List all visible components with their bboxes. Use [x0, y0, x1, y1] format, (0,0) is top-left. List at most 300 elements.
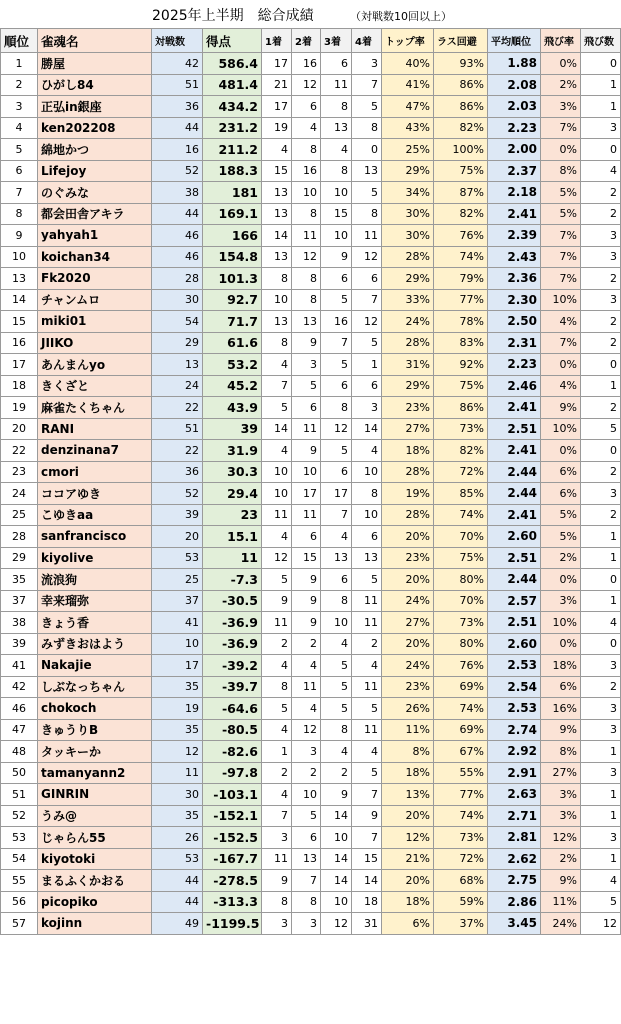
cell-score: -30.5: [203, 590, 262, 612]
cell-name: タッキーか: [38, 741, 152, 763]
cell-top-rate: 20%: [382, 805, 434, 827]
cell-bust-count: 1: [581, 741, 621, 763]
cell-first: 5: [262, 698, 292, 720]
cell-second: 8: [292, 289, 321, 311]
cell-third: 8: [321, 397, 352, 419]
cell-bust-rate: 7%: [541, 268, 581, 290]
cell-rank: 55: [1, 870, 38, 892]
cell-top-rate: 24%: [382, 590, 434, 612]
cell-score: -103.1: [203, 784, 262, 806]
cell-last-avoid: 85%: [434, 483, 488, 505]
cell-name: こゆきaa: [38, 504, 152, 526]
cell-avg-place: 2.92: [488, 741, 541, 763]
cell-bust-rate: 0%: [541, 139, 581, 161]
table-row: [1, 848, 621, 870]
cell-first: 8: [262, 332, 292, 354]
cell-fourth: 4: [352, 655, 382, 677]
table-row: [1, 246, 621, 268]
cell-top-rate: 27%: [382, 612, 434, 634]
cell-bust-count: 1: [581, 590, 621, 612]
cell-name: 勝屋: [38, 53, 152, 75]
cell-bust-rate: 4%: [541, 311, 581, 333]
table-row: [1, 289, 621, 311]
cell-first: 3: [262, 827, 292, 849]
table-row: [1, 741, 621, 763]
cell-third: 2: [321, 762, 352, 784]
cell-avg-place: 2.41: [488, 397, 541, 419]
cell-third: 9: [321, 246, 352, 268]
cell-avg-place: 2.51: [488, 418, 541, 440]
cell-top-rate: 8%: [382, 741, 434, 763]
cell-last-avoid: 75%: [434, 160, 488, 182]
cell-first: 11: [262, 848, 292, 870]
header-last-avoid: ラス回避: [434, 29, 488, 53]
cell-name: cmori: [38, 461, 152, 483]
cell-fourth: 5: [352, 96, 382, 118]
cell-fourth: 8: [352, 203, 382, 225]
cell-bust-rate: 7%: [541, 332, 581, 354]
cell-second: 8: [292, 203, 321, 225]
cell-bust-rate: 27%: [541, 762, 581, 784]
cell-top-rate: 23%: [382, 547, 434, 569]
cell-games: 44: [152, 203, 203, 225]
cell-last-avoid: 73%: [434, 612, 488, 634]
cell-second: 9: [292, 569, 321, 591]
cell-bust-count: 3: [581, 827, 621, 849]
cell-games: 16: [152, 139, 203, 161]
cell-name: きゅうりB: [38, 719, 152, 741]
cell-fourth: 5: [352, 182, 382, 204]
cell-second: 8: [292, 268, 321, 290]
cell-top-rate: 29%: [382, 375, 434, 397]
cell-bust-count: 0: [581, 139, 621, 161]
cell-second: 13: [292, 848, 321, 870]
cell-name: miki01: [38, 311, 152, 333]
cell-second: 7: [292, 870, 321, 892]
cell-bust-rate: 5%: [541, 182, 581, 204]
cell-name: Lifejoy: [38, 160, 152, 182]
cell-bust-rate: 5%: [541, 526, 581, 548]
cell-games: 29: [152, 332, 203, 354]
cell-avg-place: 2.50: [488, 311, 541, 333]
cell-score: 61.6: [203, 332, 262, 354]
cell-bust-rate: 10%: [541, 612, 581, 634]
cell-avg-place: 2.44: [488, 461, 541, 483]
cell-fourth: 10: [352, 504, 382, 526]
cell-fourth: 7: [352, 784, 382, 806]
cell-name: Fk2020: [38, 268, 152, 290]
cell-first: 14: [262, 418, 292, 440]
cell-score: 188.3: [203, 160, 262, 182]
cell-rank: 56: [1, 891, 38, 913]
cell-rank: 53: [1, 827, 38, 849]
cell-games: 12: [152, 741, 203, 763]
cell-rank: 14: [1, 289, 38, 311]
cell-third: 10: [321, 891, 352, 913]
cell-rank: 52: [1, 805, 38, 827]
cell-avg-place: 2.41: [488, 440, 541, 462]
cell-name: きくざと: [38, 375, 152, 397]
cell-bust-rate: 9%: [541, 719, 581, 741]
cell-bust-rate: 10%: [541, 418, 581, 440]
table-row: [1, 332, 621, 354]
cell-avg-place: 2.63: [488, 784, 541, 806]
cell-score: 45.2: [203, 375, 262, 397]
table-row: [1, 784, 621, 806]
cell-second: 12: [292, 246, 321, 268]
cell-fourth: 4: [352, 440, 382, 462]
cell-first: 9: [262, 590, 292, 612]
cell-second: 11: [292, 225, 321, 247]
cell-bust-count: 12: [581, 913, 621, 935]
cell-avg-place: 2.57: [488, 590, 541, 612]
cell-rank: 29: [1, 547, 38, 569]
cell-bust-count: 2: [581, 203, 621, 225]
cell-games: 10: [152, 633, 203, 655]
cell-avg-place: 2.71: [488, 805, 541, 827]
cell-fourth: 2: [352, 633, 382, 655]
cell-second: 16: [292, 160, 321, 182]
cell-last-avoid: 69%: [434, 719, 488, 741]
cell-rank: 24: [1, 483, 38, 505]
cell-games: 17: [152, 655, 203, 677]
cell-bust-count: 3: [581, 246, 621, 268]
cell-games: 44: [152, 117, 203, 139]
cell-bust-rate: 8%: [541, 160, 581, 182]
cell-name: JIIKO: [38, 332, 152, 354]
cell-top-rate: 30%: [382, 225, 434, 247]
table-row: [1, 96, 621, 118]
cell-score: 43.9: [203, 397, 262, 419]
cell-score: 29.4: [203, 483, 262, 505]
cell-bust-count: 1: [581, 784, 621, 806]
cell-last-avoid: 75%: [434, 547, 488, 569]
table-row: [1, 160, 621, 182]
table-row: [1, 612, 621, 634]
cell-second: 12: [292, 74, 321, 96]
cell-score: 71.7: [203, 311, 262, 333]
cell-games: 41: [152, 612, 203, 634]
cell-name: sanfrancisco: [38, 526, 152, 548]
cell-first: 8: [262, 676, 292, 698]
cell-name: denzinana7: [38, 440, 152, 462]
cell-avg-place: 2.75: [488, 870, 541, 892]
cell-name: chokoch: [38, 698, 152, 720]
table-row: [1, 655, 621, 677]
cell-third: 5: [321, 676, 352, 698]
cell-name: チャンムロ: [38, 289, 152, 311]
cell-name: GINRIN: [38, 784, 152, 806]
cell-games: 44: [152, 891, 203, 913]
cell-third: 14: [321, 848, 352, 870]
cell-top-rate: 18%: [382, 762, 434, 784]
cell-second: 8: [292, 891, 321, 913]
cell-rank: 18: [1, 375, 38, 397]
cell-avg-place: 2.51: [488, 547, 541, 569]
cell-fourth: 6: [352, 375, 382, 397]
cell-top-rate: 20%: [382, 526, 434, 548]
cell-top-rate: 31%: [382, 354, 434, 376]
cell-third: 8: [321, 96, 352, 118]
cell-games: 20: [152, 526, 203, 548]
cell-first: 5: [262, 569, 292, 591]
cell-games: 39: [152, 504, 203, 526]
cell-bust-rate: 5%: [541, 203, 581, 225]
cell-games: 19: [152, 698, 203, 720]
cell-avg-place: 2.53: [488, 698, 541, 720]
cell-bust-rate: 18%: [541, 655, 581, 677]
cell-avg-place: 2.91: [488, 762, 541, 784]
cell-third: 10: [321, 612, 352, 634]
cell-bust-rate: 6%: [541, 676, 581, 698]
cell-first: 4: [262, 354, 292, 376]
header-third: 3着: [321, 29, 352, 53]
cell-score: -7.3: [203, 569, 262, 591]
cell-rank: 41: [1, 655, 38, 677]
cell-last-avoid: 73%: [434, 418, 488, 440]
cell-bust-count: 2: [581, 504, 621, 526]
header-games: 対戦数: [152, 29, 203, 53]
cell-games: 52: [152, 483, 203, 505]
cell-last-avoid: 86%: [434, 74, 488, 96]
cell-games: 36: [152, 461, 203, 483]
cell-fourth: 31: [352, 913, 382, 935]
cell-score: 211.2: [203, 139, 262, 161]
table-row: [1, 461, 621, 483]
cell-fourth: 15: [352, 848, 382, 870]
cell-name: 綿地かつ: [38, 139, 152, 161]
cell-score: 92.7: [203, 289, 262, 311]
cell-bust-rate: 8%: [541, 741, 581, 763]
cell-games: 13: [152, 354, 203, 376]
cell-rank: 28: [1, 526, 38, 548]
cell-name: 正弘in銀座: [38, 96, 152, 118]
cell-last-avoid: 70%: [434, 590, 488, 612]
cell-games: 38: [152, 182, 203, 204]
cell-rank: 7: [1, 182, 38, 204]
cell-bust-rate: 9%: [541, 870, 581, 892]
cell-bust-count: 0: [581, 53, 621, 75]
cell-fourth: 7: [352, 74, 382, 96]
cell-avg-place: 2.37: [488, 160, 541, 182]
cell-third: 10: [321, 182, 352, 204]
cell-first: 14: [262, 225, 292, 247]
cell-rank: 38: [1, 612, 38, 634]
table-row: [1, 311, 621, 333]
cell-games: 36: [152, 96, 203, 118]
cell-second: 6: [292, 827, 321, 849]
cell-score: 434.2: [203, 96, 262, 118]
cell-games: 22: [152, 440, 203, 462]
cell-second: 5: [292, 805, 321, 827]
cell-first: 9: [262, 870, 292, 892]
cell-games: 11: [152, 762, 203, 784]
table-row: [1, 418, 621, 440]
cell-bust-count: 3: [581, 117, 621, 139]
cell-fourth: 8: [352, 117, 382, 139]
cell-score: -167.7: [203, 848, 262, 870]
cell-third: 5: [321, 354, 352, 376]
cell-score: 154.8: [203, 246, 262, 268]
cell-score: 31.9: [203, 440, 262, 462]
cell-fourth: 14: [352, 870, 382, 892]
cell-fourth: 7: [352, 289, 382, 311]
cell-last-avoid: 74%: [434, 698, 488, 720]
cell-fourth: 11: [352, 676, 382, 698]
cell-rank: 47: [1, 719, 38, 741]
cell-fourth: 13: [352, 160, 382, 182]
table-row: [1, 590, 621, 612]
cell-last-avoid: 93%: [434, 53, 488, 75]
table-row: [1, 827, 621, 849]
cell-last-avoid: 70%: [434, 526, 488, 548]
title-bar: [0, 0, 621, 28]
cell-name: 麻雀たくちゃん: [38, 397, 152, 419]
cell-top-rate: 29%: [382, 160, 434, 182]
cell-avg-place: 2.41: [488, 504, 541, 526]
cell-fourth: 7: [352, 827, 382, 849]
cell-score: 15.1: [203, 526, 262, 548]
cell-rank: 13: [1, 268, 38, 290]
page-title: 2025年上半期 総合成績: [152, 8, 314, 24]
cell-avg-place: 2.81: [488, 827, 541, 849]
cell-games: 35: [152, 676, 203, 698]
table-row: [1, 504, 621, 526]
table-row: [1, 526, 621, 548]
cell-score: 169.1: [203, 203, 262, 225]
cell-score: -80.5: [203, 719, 262, 741]
table-row: [1, 633, 621, 655]
table-row: [1, 719, 621, 741]
cell-third: 11: [321, 74, 352, 96]
cell-score: 166: [203, 225, 262, 247]
cell-top-rate: 34%: [382, 182, 434, 204]
cell-third: 13: [321, 117, 352, 139]
table-row: [1, 203, 621, 225]
cell-rank: 1: [1, 53, 38, 75]
cell-first: 8: [262, 268, 292, 290]
cell-top-rate: 20%: [382, 569, 434, 591]
cell-third: 6: [321, 461, 352, 483]
cell-fourth: 11: [352, 719, 382, 741]
cell-bust-rate: 0%: [541, 354, 581, 376]
cell-score: -82.6: [203, 741, 262, 763]
cell-top-rate: 6%: [382, 913, 434, 935]
table-row: [1, 117, 621, 139]
cell-second: 6: [292, 526, 321, 548]
table-row: [1, 805, 621, 827]
cell-second: 9: [292, 612, 321, 634]
cell-third: 10: [321, 827, 352, 849]
cell-name: yahyah1: [38, 225, 152, 247]
cell-games: 49: [152, 913, 203, 935]
cell-last-avoid: 77%: [434, 289, 488, 311]
header-score: 得点: [203, 29, 262, 53]
cell-fourth: 11: [352, 225, 382, 247]
cell-bust-rate: 12%: [541, 827, 581, 849]
cell-bust-count: 1: [581, 375, 621, 397]
cell-bust-rate: 7%: [541, 246, 581, 268]
cell-bust-rate: 7%: [541, 225, 581, 247]
cell-name: tamanyann2: [38, 762, 152, 784]
cell-games: 52: [152, 160, 203, 182]
cell-top-rate: 41%: [382, 74, 434, 96]
cell-bust-count: 4: [581, 160, 621, 182]
cell-games: 42: [152, 53, 203, 75]
table-row: [1, 375, 621, 397]
cell-bust-count: 1: [581, 805, 621, 827]
cell-third: 7: [321, 332, 352, 354]
cell-second: 10: [292, 461, 321, 483]
cell-name: みずきおはよう: [38, 633, 152, 655]
cell-third: 8: [321, 160, 352, 182]
cell-bust-count: 0: [581, 633, 621, 655]
cell-third: 5: [321, 289, 352, 311]
table-row: [1, 139, 621, 161]
cell-bust-rate: 3%: [541, 805, 581, 827]
cell-bust-count: 2: [581, 268, 621, 290]
cell-last-avoid: 87%: [434, 182, 488, 204]
cell-third: 17: [321, 483, 352, 505]
cell-second: 6: [292, 96, 321, 118]
cell-score: 39: [203, 418, 262, 440]
cell-rank: 20: [1, 418, 38, 440]
cell-first: 19: [262, 117, 292, 139]
cell-avg-place: 2.60: [488, 526, 541, 548]
cell-score: 23: [203, 504, 262, 526]
cell-first: 4: [262, 655, 292, 677]
cell-last-avoid: 74%: [434, 805, 488, 827]
cell-last-avoid: 72%: [434, 848, 488, 870]
cell-bust-rate: 6%: [541, 461, 581, 483]
cell-avg-place: 3.45: [488, 913, 541, 935]
cell-first: 10: [262, 461, 292, 483]
cell-bust-rate: 3%: [541, 590, 581, 612]
cell-bust-rate: 3%: [541, 784, 581, 806]
cell-last-avoid: 83%: [434, 332, 488, 354]
cell-first: 11: [262, 612, 292, 634]
cell-rank: 15: [1, 311, 38, 333]
cell-avg-place: 2.08: [488, 74, 541, 96]
cell-score: 231.2: [203, 117, 262, 139]
cell-second: 6: [292, 397, 321, 419]
cell-first: 10: [262, 483, 292, 505]
cell-top-rate: 12%: [382, 827, 434, 849]
cell-third: 5: [321, 440, 352, 462]
cell-rank: 39: [1, 633, 38, 655]
cell-avg-place: 2.86: [488, 891, 541, 913]
cell-last-avoid: 69%: [434, 676, 488, 698]
cell-bust-rate: 24%: [541, 913, 581, 935]
cell-bust-count: 1: [581, 96, 621, 118]
cell-avg-place: 2.46: [488, 375, 541, 397]
cell-first: 7: [262, 805, 292, 827]
cell-games: 22: [152, 397, 203, 419]
cell-first: 21: [262, 74, 292, 96]
cell-bust-count: 3: [581, 655, 621, 677]
cell-bust-count: 2: [581, 461, 621, 483]
cell-last-avoid: 80%: [434, 569, 488, 591]
cell-top-rate: 23%: [382, 676, 434, 698]
cell-bust-count: 3: [581, 225, 621, 247]
cell-bust-rate: 0%: [541, 440, 581, 462]
cell-second: 10: [292, 784, 321, 806]
cell-bust-rate: 9%: [541, 397, 581, 419]
cell-top-rate: 20%: [382, 633, 434, 655]
table-row: [1, 397, 621, 419]
cell-name: kiyotoki: [38, 848, 152, 870]
cell-avg-place: 2.53: [488, 655, 541, 677]
